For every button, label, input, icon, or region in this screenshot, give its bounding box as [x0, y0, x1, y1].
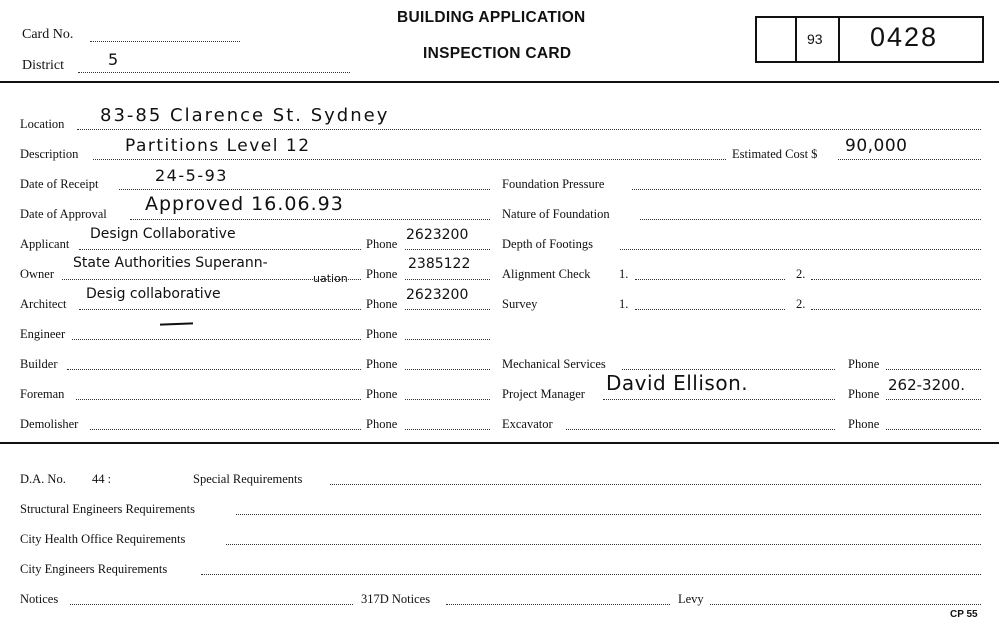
demolisher-field[interactable]	[90, 429, 361, 430]
city-engineers-field[interactable]	[201, 574, 981, 575]
engineer-phone-field[interactable]	[405, 339, 490, 340]
builder-label: Builder	[20, 357, 58, 371]
project-manager-value: David Ellison.	[606, 371, 749, 395]
title-line1: BUILDING APPLICATION	[397, 9, 586, 26]
owner-phone-field[interactable]	[405, 279, 490, 280]
applicant-phone-value: 2623200	[406, 227, 469, 243]
district-label: District	[22, 58, 64, 73]
box-divider-1	[795, 16, 797, 63]
alignment-check-field-1[interactable]	[635, 279, 785, 280]
depth-footings-label: Depth of Footings	[502, 237, 593, 251]
excavator-field[interactable]	[566, 429, 835, 430]
date-approval-label: Date of Approval	[20, 207, 107, 221]
project-manager-phone-field[interactable]	[886, 399, 981, 400]
description-field[interactable]	[93, 159, 726, 160]
architect-phone-value: 2623200	[406, 287, 469, 303]
health-label: City Health Office Requirements	[20, 532, 186, 546]
demolisher-phone-label: Phone	[366, 417, 398, 431]
date-approval-field[interactable]	[130, 219, 490, 220]
mechanical-phone-label: Phone	[848, 357, 880, 371]
depth-footings-field[interactable]	[620, 249, 981, 250]
foundation-pressure-field[interactable]	[632, 189, 981, 190]
estimated-cost-value: 90,000	[845, 136, 908, 156]
card-year: 93	[807, 31, 823, 47]
alignment-num2: 2.	[796, 267, 806, 281]
foundation-pressure-label: Foundation Pressure	[502, 177, 605, 191]
mechanical-phone-field[interactable]	[886, 369, 981, 370]
architect-phone-label: Phone	[366, 297, 398, 311]
levy-field[interactable]	[710, 604, 981, 605]
project-manager-label: Project Manager	[502, 387, 585, 401]
card-no-label: Card No.	[22, 27, 74, 42]
da-label: D.A. No.	[20, 472, 66, 486]
form-code: CP 55	[950, 609, 978, 620]
owner-phone-value: 2385122	[408, 256, 471, 272]
excavator-phone-field[interactable]	[886, 429, 981, 430]
health-field[interactable]	[226, 544, 981, 545]
description-value: Partitions Level 12	[125, 136, 311, 156]
applicant-value: Design Collaborative	[90, 226, 236, 242]
city-engineers-label: City Engineers Requirements	[20, 562, 168, 576]
notices-label: Notices	[20, 592, 59, 606]
levy-label: Levy	[678, 592, 704, 606]
applicant-label: Applicant	[20, 237, 70, 251]
survey-label: Survey	[502, 297, 538, 311]
section-divider	[0, 442, 999, 444]
special-requirements-label: Special Requirements	[193, 472, 303, 486]
foreman-label: Foreman	[20, 387, 65, 401]
alignment-num1: 1.	[619, 267, 629, 281]
engineer-field[interactable]	[72, 339, 361, 340]
location-value: 83-85 Clarence St. Sydney	[100, 105, 390, 126]
nature-foundation-field[interactable]	[640, 219, 981, 220]
architect-value: Desig collaborative	[86, 286, 221, 302]
foreman-phone-field[interactable]	[405, 399, 490, 400]
architect-phone-field[interactable]	[405, 309, 490, 310]
location-label: Location	[20, 117, 65, 131]
applicant-phone-label: Phone	[366, 237, 398, 251]
survey-field-2[interactable]	[811, 309, 981, 310]
da-value: 44 :	[92, 472, 112, 486]
demolisher-label: Demolisher	[20, 417, 79, 431]
builder-phone-label: Phone	[366, 357, 398, 371]
architect-field[interactable]	[79, 309, 361, 310]
alignment-check-label: Alignment Check	[502, 267, 591, 281]
owner-label: Owner	[20, 267, 55, 281]
nature-foundation-label: Nature of Foundation	[502, 207, 610, 221]
estimated-cost-label: Estimated Cost $	[732, 147, 818, 161]
card-number: 0428	[870, 22, 939, 52]
box-divider-2	[838, 16, 840, 63]
notices-317d-field[interactable]	[446, 604, 670, 605]
alignment-check-field-2[interactable]	[811, 279, 981, 280]
survey-num1: 1.	[619, 297, 629, 311]
date-receipt-label: Date of Receipt	[20, 177, 99, 191]
header-divider	[0, 81, 999, 83]
estimated-cost-field[interactable]	[838, 159, 981, 160]
notices-317d-label: 317D Notices	[361, 592, 431, 606]
owner-value: State Authorities Superann-	[73, 255, 268, 271]
builder-phone-field[interactable]	[405, 369, 490, 370]
card-no-field[interactable]	[90, 41, 240, 42]
mechanical-field[interactable]	[622, 369, 835, 370]
description-label: Description	[20, 147, 79, 161]
survey-num2: 2.	[796, 297, 806, 311]
title-line2: INSPECTION CARD	[423, 45, 572, 62]
special-requirements-field[interactable]	[330, 484, 981, 485]
district-value: 5	[108, 50, 119, 69]
owner-value-cont: uation	[313, 272, 348, 285]
excavator-label: Excavator	[502, 417, 553, 431]
mechanical-label: Mechanical Services	[502, 357, 606, 371]
survey-field-1[interactable]	[635, 309, 785, 310]
project-manager-field[interactable]	[603, 399, 835, 400]
applicant-phone-field[interactable]	[405, 249, 490, 250]
date-receipt-field[interactable]	[119, 189, 490, 190]
owner-phone-label: Phone	[366, 267, 398, 281]
district-field[interactable]	[78, 72, 350, 73]
excavator-phone-label: Phone	[848, 417, 880, 431]
location-field[interactable]	[77, 129, 981, 130]
builder-field[interactable]	[67, 369, 361, 370]
applicant-field[interactable]	[79, 249, 361, 250]
date-approval-value: Approved 16.06.93	[145, 193, 344, 215]
notices-field[interactable]	[70, 604, 353, 605]
structural-field[interactable]	[236, 514, 981, 515]
architect-label: Architect	[20, 297, 67, 311]
foreman-phone-label: Phone	[366, 387, 398, 401]
date-receipt-value: 24-5-93	[155, 166, 228, 185]
project-manager-phone-label: Phone	[848, 387, 880, 401]
engineer-dash-mark	[160, 322, 193, 325]
demolisher-phone-field[interactable]	[405, 429, 490, 430]
engineer-label: Engineer	[20, 327, 66, 341]
project-manager-phone-value: 262-3200.	[888, 376, 965, 394]
foreman-field[interactable]	[76, 399, 361, 400]
structural-label: Structural Engineers Requirements	[20, 502, 195, 516]
engineer-phone-label: Phone	[366, 327, 398, 341]
